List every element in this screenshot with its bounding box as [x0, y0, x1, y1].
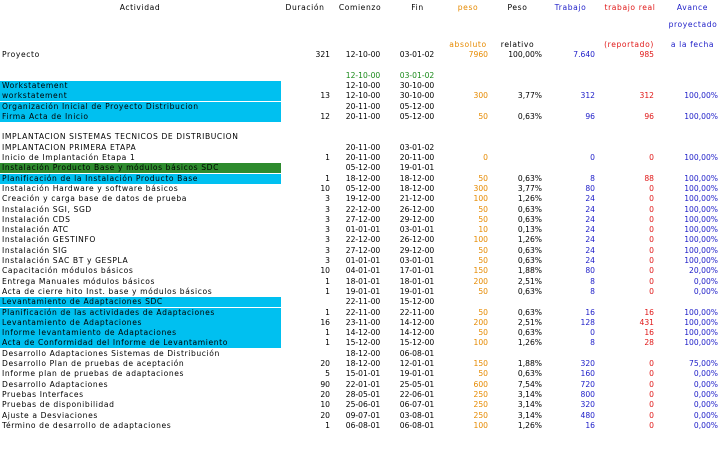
row-34-end: 06-07-01	[399, 400, 435, 410]
row-12-abs: 50	[478, 173, 488, 183]
row-10-end: 20-11-00	[399, 153, 435, 162]
header-actividad: Actividad	[119, 3, 161, 12]
row-15-work: 24	[585, 204, 595, 214]
row-0-start: 12-10-00	[345, 50, 381, 59]
row-25-end: 22-11-00	[399, 307, 435, 317]
row-34-rel: 3,14%	[517, 400, 542, 410]
row-4-start: 12-10-00	[345, 91, 381, 101]
row-20-real: 0	[649, 256, 654, 265]
row-5-name: Organización Inicial de Proyecto Distribucion	[2, 101, 199, 111]
row-13-work: 80	[585, 183, 595, 193]
row-18-name: Instalación GESTINFO	[2, 235, 96, 245]
row-25-start: 22-11-00	[345, 307, 381, 317]
row-35-name: Ajuste a Desviaciones	[2, 410, 98, 420]
row-9-end: 03-01-02	[399, 142, 435, 152]
row-14-work: 24	[585, 194, 595, 204]
row-31-start: 15-01-01	[345, 369, 381, 379]
row-25-name: Planificación de las actividades de Adaptaciones	[2, 307, 215, 317]
row-36-end: 06-08-01	[399, 420, 435, 430]
row-14-start: 19-12-00	[345, 194, 381, 204]
row-30-rel: 1,88%	[517, 359, 542, 368]
row-26-abs: 200	[473, 317, 488, 327]
row-31-abs: 50	[478, 369, 488, 379]
row-19-adv: 100,00%	[684, 245, 718, 255]
row-20-dur: 3	[325, 256, 330, 265]
header-trabajo-real: trabajo real	[604, 3, 656, 12]
row-20-work: 24	[585, 256, 595, 265]
row-22-dur: 1	[325, 276, 330, 286]
row-10-name: Inicio de Implantación Etapa 1	[2, 153, 136, 162]
header-trabajo: Trabajo	[554, 3, 587, 12]
row-25-abs: 50	[478, 307, 488, 317]
row-28-end: 15-12-00	[399, 338, 435, 348]
row-33-end: 22-06-01	[399, 389, 435, 399]
row-27-end: 14-12-00	[399, 328, 435, 338]
row-2-end: 03-01-02	[399, 70, 435, 80]
row-34-start: 25-06-01	[345, 400, 381, 410]
row-10-adv: 100,00%	[684, 153, 718, 162]
row-16-name: Instalación CDS	[2, 214, 71, 224]
row-15-end: 26-12-00	[399, 204, 435, 214]
row-24-name: Levantamiento de Adaptaciones SDC	[2, 297, 163, 307]
row-21-real: 0	[649, 266, 654, 276]
row-36-rel: 1,26%	[517, 420, 542, 430]
row-4-abs: 300	[473, 91, 488, 101]
row-36-real: 0	[649, 420, 654, 430]
row-12-work: 8	[590, 173, 595, 183]
row-19-name: Instalación SIG	[2, 245, 68, 255]
row-32-start: 22-01-01	[345, 379, 381, 389]
row-21-abs: 150	[473, 266, 488, 276]
row-17-adv: 100,00%	[684, 225, 718, 235]
row-23-work: 8	[590, 286, 595, 296]
row-23-rel: 0,63%	[517, 286, 542, 296]
row-5-start: 20-11-00	[345, 101, 381, 111]
row-26-start: 23-11-00	[345, 317, 381, 327]
row-13-start: 05-12-00	[345, 183, 381, 193]
row-23-dur: 1	[325, 286, 330, 296]
row-8-name: IMPLANTACION SISTEMAS TECNICOS DE DISTRIBUCION	[2, 132, 239, 142]
row-18-abs: 100	[473, 235, 488, 245]
row-36-abs: 100	[473, 420, 488, 430]
row-19-rel: 0,63%	[517, 245, 542, 255]
row-4-end: 30-10-00	[399, 91, 435, 101]
row-12-name: Planificación de la Instalación Producto Base	[2, 173, 199, 183]
row-14-real: 0	[649, 194, 654, 204]
row-32-end: 25-05-01	[399, 379, 435, 389]
row-13-dur: 10	[320, 183, 330, 193]
row-21-start: 04-01-01	[345, 266, 381, 276]
row-5-end: 05-12-00	[399, 101, 435, 111]
row-19-real: 0	[649, 245, 654, 255]
row-31-end: 19-01-01	[399, 369, 435, 379]
row-17-end: 03-01-01	[399, 225, 435, 235]
row-23-adv: 0,00%	[693, 286, 718, 296]
row-16-abs: 50	[478, 214, 488, 224]
row-31-real: 0	[649, 369, 654, 379]
row-18-adv: 100,00%	[684, 235, 718, 245]
header-peso2: Peso	[507, 3, 528, 12]
row-29-end: 06-08-01	[399, 348, 435, 358]
header-peso: peso	[457, 3, 479, 12]
row-10-work: 0	[590, 153, 595, 162]
header-fin: Fin	[411, 3, 424, 12]
row-13-real: 0	[649, 183, 654, 193]
row-20-start: 01-01-01	[345, 256, 381, 265]
row-28-name: Acta de Conformidad del Informe de Levantamiento	[2, 338, 229, 348]
row-16-end: 29-12-00	[399, 214, 435, 224]
row-24-start: 22-11-00	[345, 297, 381, 307]
row-28-dur: 1	[325, 338, 330, 348]
header-comienzo: Comienzo	[338, 3, 382, 12]
row-14-abs: 100	[473, 194, 488, 204]
row-35-work: 480	[580, 410, 595, 420]
row-20-abs: 50	[478, 256, 488, 265]
row-17-dur: 3	[325, 225, 330, 235]
row-16-work: 24	[585, 214, 595, 224]
row-24-end: 15-12-00	[399, 297, 435, 307]
row-33-adv: 0,00%	[693, 389, 718, 399]
row-15-rel: 0,63%	[517, 204, 542, 214]
row-0-abs: 7960	[468, 50, 488, 59]
header-reportado: (reportado)	[604, 40, 654, 49]
row-12-dur: 1	[325, 173, 330, 183]
row-22-end: 18-01-01	[399, 276, 435, 286]
row-36-dur: 1	[325, 420, 330, 430]
row-32-real: 0	[649, 379, 654, 389]
row-21-rel: 1,88%	[517, 266, 542, 276]
header-relativo: relativo	[500, 40, 535, 49]
row-20-name: Instalación SAC BT y GESPLA	[2, 256, 129, 265]
row-23-start: 19-01-01	[345, 286, 381, 296]
row-12-start: 18-12-00	[345, 173, 381, 183]
header-absoluto: absoluto	[449, 40, 487, 49]
row-36-name: Término de desarrollo de adaptaciones	[2, 420, 172, 430]
row-14-adv: 100,00%	[684, 194, 718, 204]
row-17-rel: 0,13%	[517, 225, 542, 235]
row-12-adv: 100,00%	[684, 173, 718, 183]
row-20-rel: 0,63%	[517, 256, 542, 265]
row-28-rel: 1,26%	[517, 338, 542, 348]
row-21-name: Capacitación módulos básicos	[2, 266, 134, 276]
row-17-real: 0	[649, 225, 654, 235]
row-30-name: Desarrollo Plan de pruebas de aceptación	[2, 359, 185, 368]
row-28-abs: 100	[473, 338, 488, 348]
row-27-adv: 100,00%	[684, 328, 718, 338]
row-28-work: 8	[590, 338, 595, 348]
row-36-start: 06-08-01	[345, 420, 381, 430]
row-12-end: 18-12-00	[399, 173, 435, 183]
row-34-work: 320	[580, 400, 595, 410]
row-19-work: 24	[585, 245, 595, 255]
row-17-name: Instalación ATC	[2, 225, 69, 235]
row-34-dur: 10	[320, 400, 330, 410]
row-34-adv: 0,00%	[693, 400, 718, 410]
row-4-work: 312	[580, 91, 595, 101]
row-0-rel: 100,00%	[508, 50, 542, 59]
row-30-work: 320	[580, 359, 595, 368]
row-27-abs: 50	[478, 328, 488, 338]
row-0-real: 985	[639, 50, 654, 59]
row-33-abs: 250	[473, 389, 488, 399]
row-31-rel: 0,63%	[517, 369, 542, 379]
row-9-start: 20-11-00	[345, 142, 381, 152]
row-22-work: 8	[590, 276, 595, 286]
row-31-adv: 0,00%	[693, 369, 718, 379]
row-18-start: 22-12-00	[345, 235, 381, 245]
row-12-rel: 0,63%	[517, 173, 542, 183]
row-6-dur: 12	[320, 111, 330, 121]
row-18-rel: 1,26%	[517, 235, 542, 245]
row-18-end: 26-12-00	[399, 235, 435, 245]
row-16-start: 27-12-00	[345, 214, 381, 224]
row-14-dur: 3	[325, 194, 330, 204]
row-18-dur: 3	[325, 235, 330, 245]
row-4-name: workstatement	[2, 91, 68, 101]
row-23-name: Acta de cierre hito Inst. base y módulos básicos	[2, 286, 213, 296]
row-13-adv: 100,00%	[684, 183, 718, 193]
row-25-rel: 0,63%	[517, 307, 542, 317]
row-35-real: 0	[649, 410, 654, 420]
row-16-dur: 3	[325, 214, 330, 224]
row-21-adv: 20,00%	[689, 266, 718, 276]
row-14-name: Creación y carga base de datos de prueba	[2, 194, 188, 204]
row-15-abs: 50	[478, 204, 488, 214]
row-6-start: 20-11-00	[345, 111, 381, 121]
row-22-real: 0	[649, 276, 654, 286]
row-34-name: Pruebas de disponibilidad	[2, 400, 115, 410]
row-3-end: 30-10-00	[399, 80, 435, 90]
row-29-name: Desarrollo Adaptaciones Sistemas de Distribución	[2, 348, 220, 358]
row-22-name: Entrega Manuales módulos básicos	[2, 276, 156, 286]
row-10-start: 20-11-00	[345, 153, 381, 162]
row-14-end: 21-12-00	[399, 194, 435, 204]
row-21-dur: 10	[320, 266, 330, 276]
row-12-real: 88	[644, 173, 654, 183]
row-26-end: 14-12-00	[399, 317, 435, 327]
row-35-rel: 3,14%	[517, 410, 542, 420]
row-35-adv: 0,00%	[693, 410, 718, 420]
row-13-rel: 3,77%	[517, 183, 542, 193]
row-32-abs: 600	[473, 379, 488, 389]
row-31-work: 160	[580, 369, 595, 379]
header-a-la-fecha: a la fecha	[670, 40, 715, 49]
row-26-real: 431	[639, 317, 654, 327]
row-21-end: 17-01-01	[399, 266, 435, 276]
row-23-end: 19-01-01	[399, 286, 435, 296]
row-29-start: 18-12-00	[345, 348, 381, 358]
row-35-dur: 20	[320, 410, 330, 420]
row-20-adv: 100,00%	[684, 256, 718, 265]
row-10-real: 0	[649, 153, 654, 162]
row-0-dur: 321	[315, 50, 330, 59]
row-33-work: 800	[580, 389, 595, 399]
row-33-start: 28-05-01	[345, 389, 381, 399]
row-26-rel: 2,51%	[517, 317, 542, 327]
row-30-start: 18-12-00	[345, 359, 381, 368]
row-30-dur: 20	[320, 359, 330, 368]
row-28-adv: 100,00%	[684, 338, 718, 348]
row-32-rel: 7,54%	[517, 379, 542, 389]
row-27-name: Informe levantamiento de Adaptaciones	[2, 328, 177, 338]
row-16-adv: 100,00%	[684, 214, 718, 224]
row-9-name: IMPLANTACION PRIMERA ETAPA	[2, 142, 137, 152]
row-26-work: 128	[580, 317, 595, 327]
row-30-end: 12-01-01	[399, 359, 435, 368]
row-26-dur: 16	[320, 317, 330, 327]
row-15-adv: 100,00%	[684, 204, 718, 214]
row-27-start: 14-12-00	[345, 328, 381, 338]
row-3-name: Workstatement	[2, 80, 69, 90]
row-33-dur: 20	[320, 389, 330, 399]
row-35-abs: 250	[473, 410, 488, 420]
row-19-end: 29-12-00	[399, 245, 435, 255]
row-27-real: 16	[644, 328, 654, 338]
row-15-start: 22-12-00	[345, 204, 381, 214]
row-25-real: 16	[644, 307, 654, 317]
row-35-start: 09-07-01	[345, 410, 381, 420]
row-26-adv: 100,00%	[684, 317, 718, 327]
row-27-dur: 1	[325, 328, 330, 338]
row-6-end: 05-12-00	[399, 111, 435, 121]
row-31-dur: 5	[325, 369, 330, 379]
row-36-work: 16	[585, 420, 595, 430]
row-17-abs: 10	[478, 225, 488, 235]
row-15-dur: 3	[325, 204, 330, 214]
row-0-name: Proyecto	[2, 50, 40, 59]
row-22-adv: 0,00%	[693, 276, 718, 286]
row-17-start: 01-01-01	[345, 225, 381, 235]
row-25-adv: 100,00%	[684, 307, 718, 317]
row-6-rel: 0,63%	[517, 111, 542, 121]
row-28-real: 28	[644, 338, 654, 348]
row-13-abs: 300	[473, 183, 488, 193]
row-10-dur: 1	[325, 153, 330, 162]
row-11-name: Instalación Producto Base y módulos básicos SDC	[2, 163, 219, 173]
row-11-start: 05-12-00	[345, 163, 381, 173]
row-0-work: 7.640	[573, 50, 595, 59]
row-3-start: 12-10-00	[345, 80, 381, 90]
row-13-end: 18-12-00	[399, 183, 435, 193]
row-33-name: Pruebas Interfaces	[2, 389, 84, 399]
row-4-real: 312	[639, 91, 654, 101]
row-18-real: 0	[649, 235, 654, 245]
row-6-real: 96	[644, 111, 654, 121]
row-20-end: 03-01-01	[399, 256, 435, 265]
row-17-work: 24	[585, 225, 595, 235]
row-18-work: 24	[585, 235, 595, 245]
row-22-rel: 2,51%	[517, 276, 542, 286]
row-2-start: 12-10-00	[345, 70, 381, 80]
row-32-work: 720	[580, 379, 595, 389]
header-proyectado: proyectado	[668, 20, 718, 29]
header-avance: Avance	[676, 3, 709, 12]
row-36-adv: 0,00%	[693, 420, 718, 430]
row-4-adv: 100,00%	[684, 91, 718, 101]
row-34-abs: 250	[473, 400, 488, 410]
row-35-end: 03-08-01	[399, 410, 435, 420]
header-duracion: Duración	[285, 3, 325, 12]
row-28-start: 15-12-00	[345, 338, 381, 348]
row-15-name: Instalación SGI, SGD	[2, 204, 92, 214]
row-11-end: 19-01-01	[399, 163, 435, 173]
row-30-adv: 75,00%	[689, 359, 718, 368]
row-25-dur: 1	[325, 307, 330, 317]
row-32-adv: 0,00%	[693, 379, 718, 389]
row-32-dur: 90	[320, 379, 330, 389]
row-4-dur: 13	[320, 91, 330, 101]
row-6-name: Firma Acta de Inicio	[2, 111, 89, 121]
row-23-abs: 50	[478, 286, 488, 296]
row-22-abs: 200	[473, 276, 488, 286]
row-15-real: 0	[649, 204, 654, 214]
row-21-work: 80	[585, 266, 595, 276]
row-34-real: 0	[649, 400, 654, 410]
row-6-work: 96	[585, 111, 595, 121]
row-6-abs: 50	[478, 111, 488, 121]
row-25-work: 16	[585, 307, 595, 317]
row-30-real: 0	[649, 359, 654, 368]
row-13-name: Instalación Hardware y software básicos	[2, 183, 179, 193]
row-30-abs: 150	[473, 359, 488, 368]
row-6-adv: 100,00%	[684, 111, 718, 121]
row-27-work: 0	[590, 328, 595, 338]
row-27-rel: 0,63%	[517, 328, 542, 338]
row-14-rel: 1,26%	[517, 194, 542, 204]
row-16-real: 0	[649, 214, 654, 224]
row-16-rel: 0,63%	[517, 214, 542, 224]
row-10-abs: 0	[483, 153, 488, 162]
row-19-dur: 3	[325, 245, 330, 255]
row-0-end: 03-01-02	[399, 50, 435, 59]
row-33-rel: 3,14%	[517, 389, 542, 399]
row-23-real: 0	[649, 286, 654, 296]
row-32-name: Desarrollo Adaptaciones	[2, 379, 109, 389]
row-19-start: 27-12-00	[345, 245, 381, 255]
row-22-start: 18-01-01	[345, 276, 381, 286]
row-19-abs: 50	[478, 245, 488, 255]
row-31-name: Informe plan de pruebas de adaptaciones	[2, 369, 185, 379]
row-33-real: 0	[649, 389, 654, 399]
row-26-name: Levantamiento de Adaptaciones	[2, 317, 143, 327]
row-4-rel: 3,77%	[517, 91, 542, 101]
